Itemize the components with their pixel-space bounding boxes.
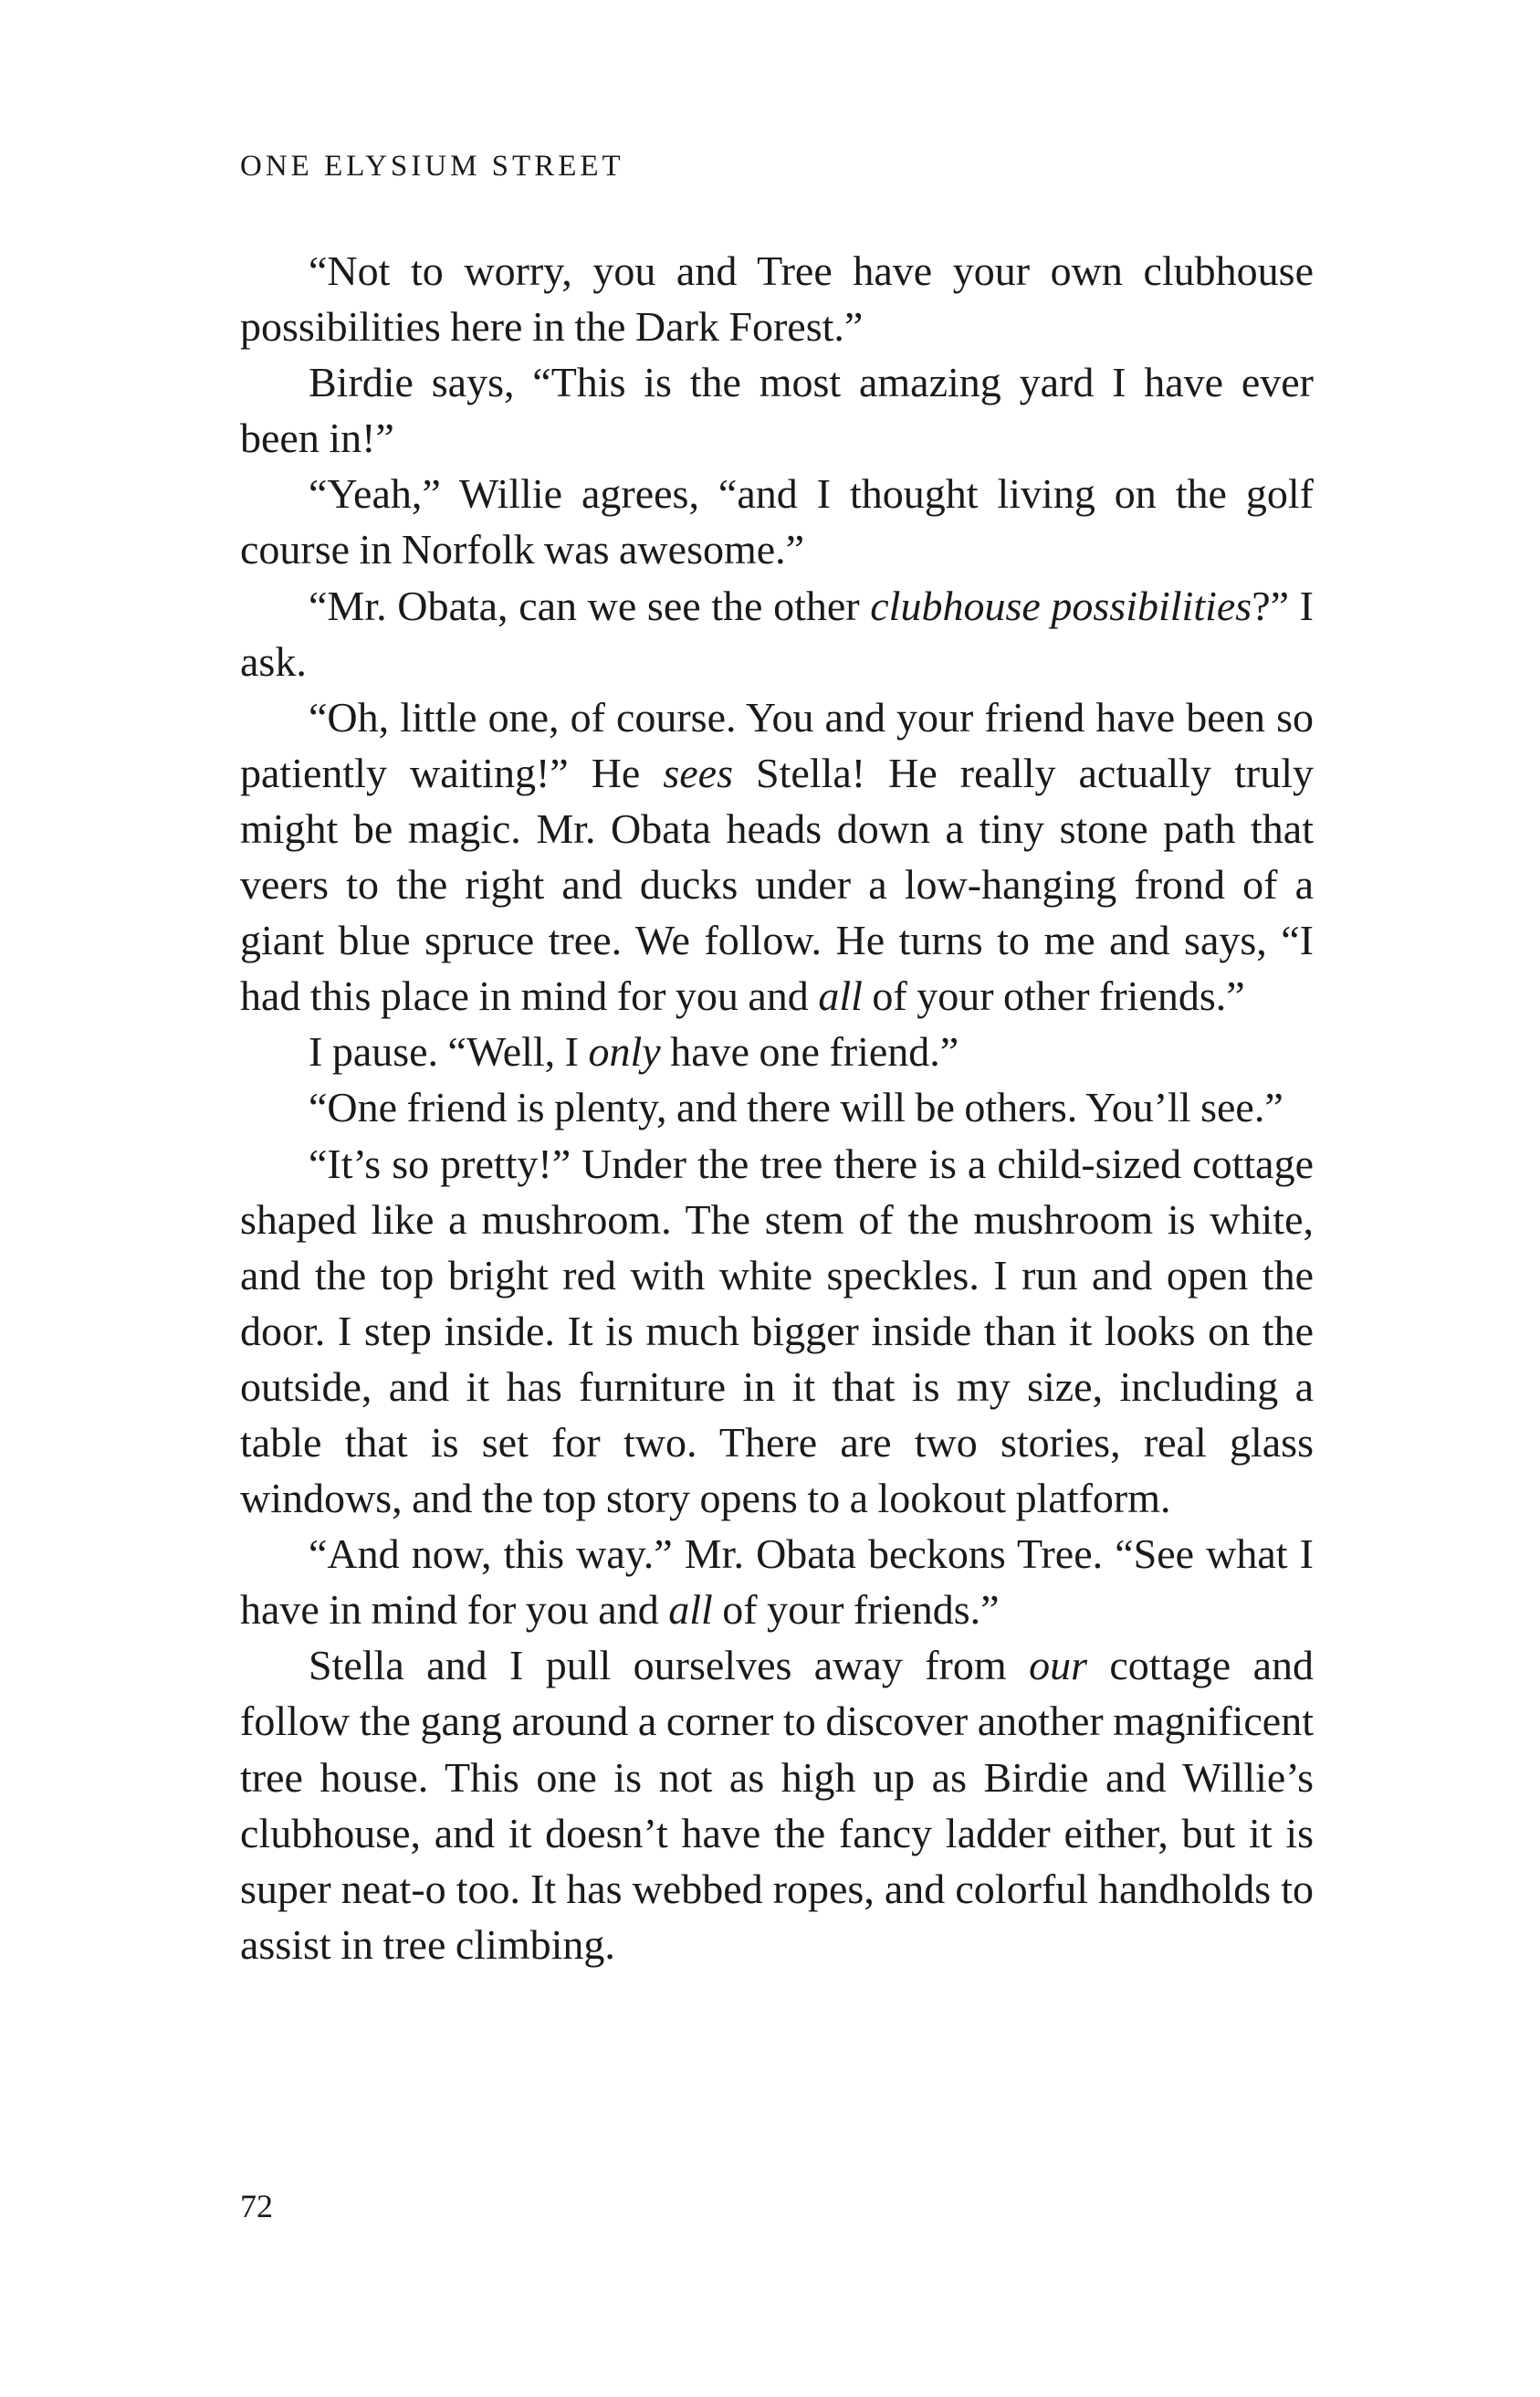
- running-head: ONE ELYSIUM STREET: [240, 150, 624, 183]
- text-run: “And now, this way.” Mr. Obata beckons Tree. “See what I have in mind for you and: [240, 1530, 1314, 1634]
- body-text: [240, 243, 1314, 1972]
- page-number: 72: [240, 2188, 273, 2224]
- italic-text: clubhouse possibilities: [870, 582, 1252, 629]
- italic-text: sees: [663, 749, 733, 796]
- text-run: Stella! He really actually truly might be magic. Mr. Obata heads down a tiny stone path that veers to the right and ducks under a low-hanging frond of a giant blue spruce tree. We follow. He turns to me and says, “I had this place in mind for you and: [240, 749, 1314, 1020]
- text-run: I pause. “Well, I: [309, 1028, 589, 1076]
- paragraph: [240, 354, 1314, 466]
- text-run: “It’s so pretty!” Under the tree there is a child-sized cottage shaped like a mushroom. The stem of the mushroom is white, and the top bright red with white speckles. I run and open the door. I step inside. It is much bigger inside than it looks on the outside, and it has furniture in it that is my size, including a table that is set for two. There are two stories, real glass windows, and the top story opens to a lookout platform.: [240, 1140, 1314, 1522]
- paragraph: [240, 1136, 1314, 1527]
- paragraph: [240, 243, 1314, 354]
- italic-text: our: [1029, 1642, 1087, 1689]
- text-run: have one friend.”: [660, 1028, 959, 1076]
- text-run: of your friends.”: [712, 1586, 1000, 1634]
- text-run: “One friend is plenty, and there will be others. You’ll see.”: [309, 1084, 1283, 1131]
- italic-text: only: [588, 1028, 661, 1076]
- paragraph: [240, 1526, 1314, 1637]
- text-run: “Mr. Obata, can we see the other: [309, 582, 871, 629]
- paragraph: [240, 466, 1314, 577]
- text-run: of your other friends.”: [862, 972, 1245, 1020]
- italic-text: all: [818, 972, 863, 1020]
- text-run: Birdie says, “This is the most amazing yard I have ever been in!”: [240, 359, 1314, 462]
- paragraph: [240, 689, 1314, 1025]
- text-run: ?” I ask.: [240, 582, 1314, 685]
- text-run: cottage and follow the gang around a corner to discover another magnificent tree house. This one is not as high up as Birdie and Willie’s clubhouse, and it doesn’t have the fancy ladder either, but it is super neat-o too. It has webbed ropes, and colorful handholds to assist in tree climbing.: [240, 1642, 1314, 1968]
- text-run: “Yeah,” Willie agrees, “and I thought living on the golf course in Norfolk was awesome.”: [240, 470, 1314, 573]
- italic-text: all: [668, 1586, 713, 1634]
- text-run: Stella and I pull ourselves away from: [309, 1642, 1030, 1689]
- text-run: “Not to worry, you and Tree have your own clubhouse possibilities here in the Dark Forest.”: [240, 247, 1314, 351]
- paragraph: [240, 1079, 1314, 1135]
- paragraph: [240, 578, 1314, 689]
- paragraph: [240, 1024, 1314, 1079]
- text-run: “Oh, little one, of course. You and your friend have been so patiently waiting!” He: [240, 693, 1314, 796]
- paragraph: [240, 1637, 1314, 1972]
